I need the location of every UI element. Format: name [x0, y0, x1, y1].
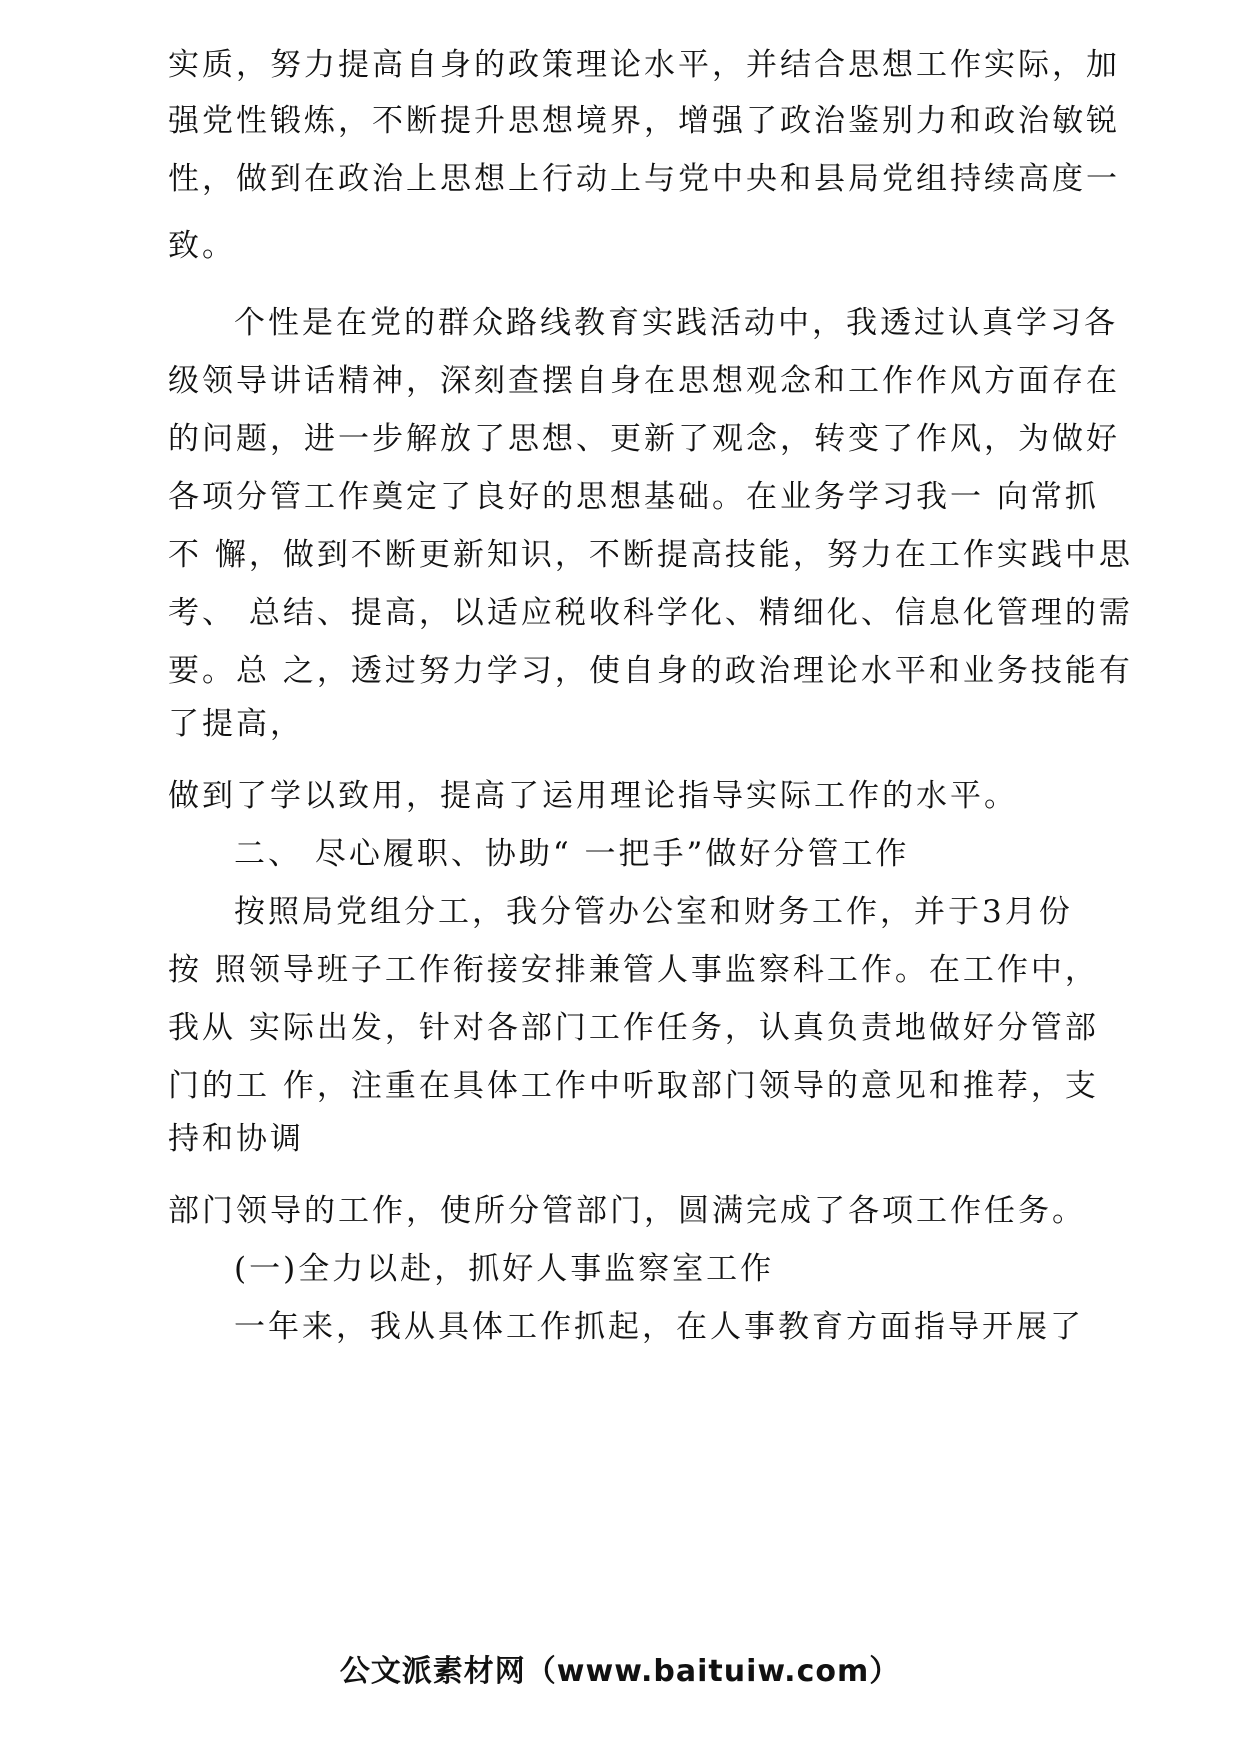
text-line: 门的工 作，注重在具体工作中听取部门领导的意见和推荐，支	[168, 1068, 1099, 1104]
text-line: 部门领导的工作，使所分管部门，圆满完成了各项工作任务。	[168, 1193, 1086, 1229]
text-line: 考、 总结、提高，以适应税收科学化、精细化、信息化管理的需	[168, 595, 1133, 631]
text-line: 性，做到在政治上思想上行动上与党中央和县局党组持续高度一	[168, 161, 1120, 197]
text-line: 的问题，进一步解放了思想、更新了观念，转变了作风，为做好	[168, 421, 1120, 457]
subsection-heading: (一)全力以赴，抓好人事监察室工作	[234, 1251, 775, 1287]
paragraph-first-line: 个性是在党的群众路线教育实践活动中，我透过认真学习各	[234, 305, 1118, 341]
footer-watermark: 公文派素材网（www.baituiw.com）	[339, 1654, 901, 1689]
text-line: 按 照领导班子工作衔接安排兼管人事监察科工作。在工作中，	[168, 952, 1099, 988]
text-line: 持和协调	[168, 1121, 304, 1157]
text-line: 了提高，	[168, 706, 304, 742]
text-line: 级领导讲话精神，深刻查摆自身在思想观念和工作作风方面存在	[168, 363, 1120, 399]
text-line: 我从 实际出发，针对各部门工作任务，认真负责地做好分管部	[168, 1010, 1099, 1046]
paragraph-first-line: 一年来，我从具体工作抓起，在人事教育方面指导开展了	[234, 1309, 1084, 1345]
paragraph-first-line: 按照局党组分工，我分管办公室和财务工作，并于3月份	[234, 894, 1073, 930]
text-line: 实质，努力提高自身的政策理论水平，并结合思想工作实际，加	[168, 47, 1120, 83]
text-line: 要。总 之，透过努力学习，使自身的政治理论水平和业务技能有	[168, 653, 1133, 689]
section-heading: 二、 尽心履职、协助“ 一把手”做好分管工作	[234, 836, 910, 872]
text-line: 做到了学以致用，提高了运用理论指导实际工作的水平。	[168, 778, 1018, 814]
text-line: 各项分管工作奠定了良好的思想基础。在业务学习我一 向常抓	[168, 479, 1099, 515]
text-line: 不 懈，做到不断更新知识，不断提高技能，努力在工作实践中思	[168, 537, 1133, 573]
text-line: 强党性锻炼，不断提升思想境界，增强了政治鉴别力和政治敏锐	[168, 103, 1120, 139]
text-line: 致。	[168, 228, 236, 264]
